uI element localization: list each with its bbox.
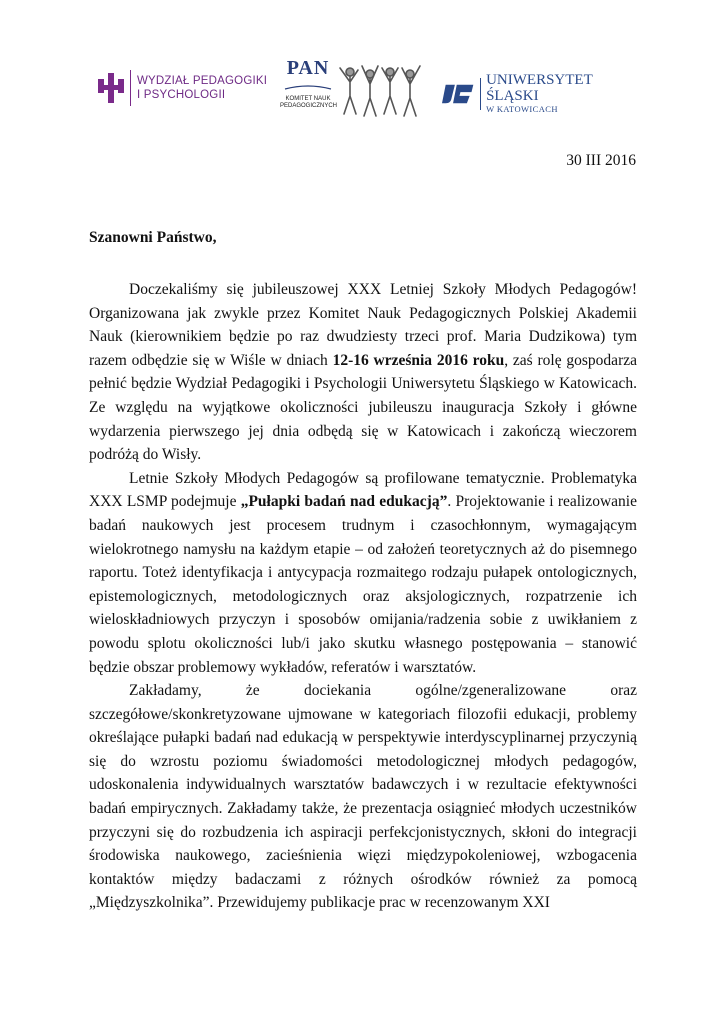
faculty-name-line1: WYDZIAŁ PEDAGOGIKI <box>137 75 268 87</box>
event-dates: 12-16 września 2016 roku <box>332 351 505 369</box>
university-emblem-icon <box>442 80 475 108</box>
university-city: W KATOWICACH <box>486 104 558 114</box>
paragraph-1-text-a: Doczekaliśmy się jubileuszowej XXX Letniej Szkoły Młodych Pedagogów! Organizowana jak zwykle przez Komitet Nauk Pedagogicznych Polskiej Akademii Nauk (kierownikiem będzie po raz dwudziesty trzeci prof. Maria Dudzikowa) tym razem odbędzie się w Wiśle w dniach <box>89 281 637 369</box>
faculty-emblem-icon <box>96 71 126 105</box>
letter-body <box>89 278 637 915</box>
university-logo-divider <box>480 78 481 110</box>
faculty-logo-divider <box>130 70 131 106</box>
paragraph-2-text-c: . Projektowanie i realizowanie badań naukowych jest procesem trudnym i czasochłonnym, wymagającym wielokrotnego namysłu na każdym etapie – od założeń teoretycznych aż do pisemnego raportu. Toteż identyfikacja i antycypacja rozmaitego rodzaju pułapek ontologicznych, epistemologicznych, metodologicznych oraz aksjologicznych, rozpatrzenie ich wieloskładniowych przyczyn i sposobów omijania/radzenia sobie z uwikłaniem z powodu splotu okoliczności lub/i jako skutku własnego postępowania – stanowić będzie obszar problemowy wykładów, referatów i warsztatów. <box>89 493 637 676</box>
paragraph-3: Zakładamy, że dociekania ogólne/zgeneralizowane oraz szczegółowe/skonkretyzowane ujmowane w kategoriach filozofii edukacji, problemy określające pułapki badań nad edukacją w perspektywie interdyscyplinarnej przyczynią się do wzrostu poziomu świadomości metodologicznej młodych pedagogów, udoskonalenia indywidualnych warsztatów badawczych i w rezultacie efektywności badań empirycznych. Zakładamy także, że prezentacja osiągnieć młodych uczestników przyczyni się do rozbudzenia ich aspiracji perfekcjonistycznych, skłoni do integracji środowiska naukowego, zacieśnienia więzi międzypokoleniowej, wzbogacenia kontaktów między badaczami z różnych ośrodków również za pomocą „Międzyszkolnika”. Przewidujemy publikacje prac w recenzowanym XXI <box>89 682 637 912</box>
school-theme: „Pułapki badań nad edukacją” <box>240 493 448 511</box>
letter-date: 30 III 2016 <box>566 152 636 169</box>
pan-sub-line2: PEDAGOGICZNYCH <box>280 103 338 109</box>
letterhead-logos <box>96 58 636 120</box>
faculty-name-line2: I PSYCHOLOGII <box>137 89 226 101</box>
pan-logo <box>280 58 336 110</box>
university-logo <box>442 72 636 115</box>
university-name: UNIWERSYTET ŚLĄSKI <box>486 72 593 104</box>
paragraph-1 <box>89 278 637 467</box>
faculty-logo <box>96 70 267 106</box>
pan-swoosh-icon <box>283 85 333 91</box>
pan-title: PAN <box>286 57 330 79</box>
paragraph-2 <box>89 467 637 679</box>
dancing-figures-icon <box>338 62 424 118</box>
pan-sub-line1: KOMITET NAUK <box>285 96 331 102</box>
paragraph-2-text-a: Letnie Szkoły Młodych Pedagogów są profilowane tematycznie. Problematyka XXX LSMP podejmuje <box>89 469 637 511</box>
paragraph-1-text-c: , zaś rolę gospodarza pełnić będzie Wydział Pedagogiki i Psychologii Uniwersytetu Śląskiego w Katowicach. Ze względu na wyjątkowe okoliczności jubileuszu inauguracja Szkoły i główne wydarzenia pierwszego jej dnia odbędą się w Katowicach i zakończą wieczorem podróżą do Wisły. <box>89 351 637 464</box>
letter-salutation: Szanowni Państwo, <box>89 229 217 246</box>
